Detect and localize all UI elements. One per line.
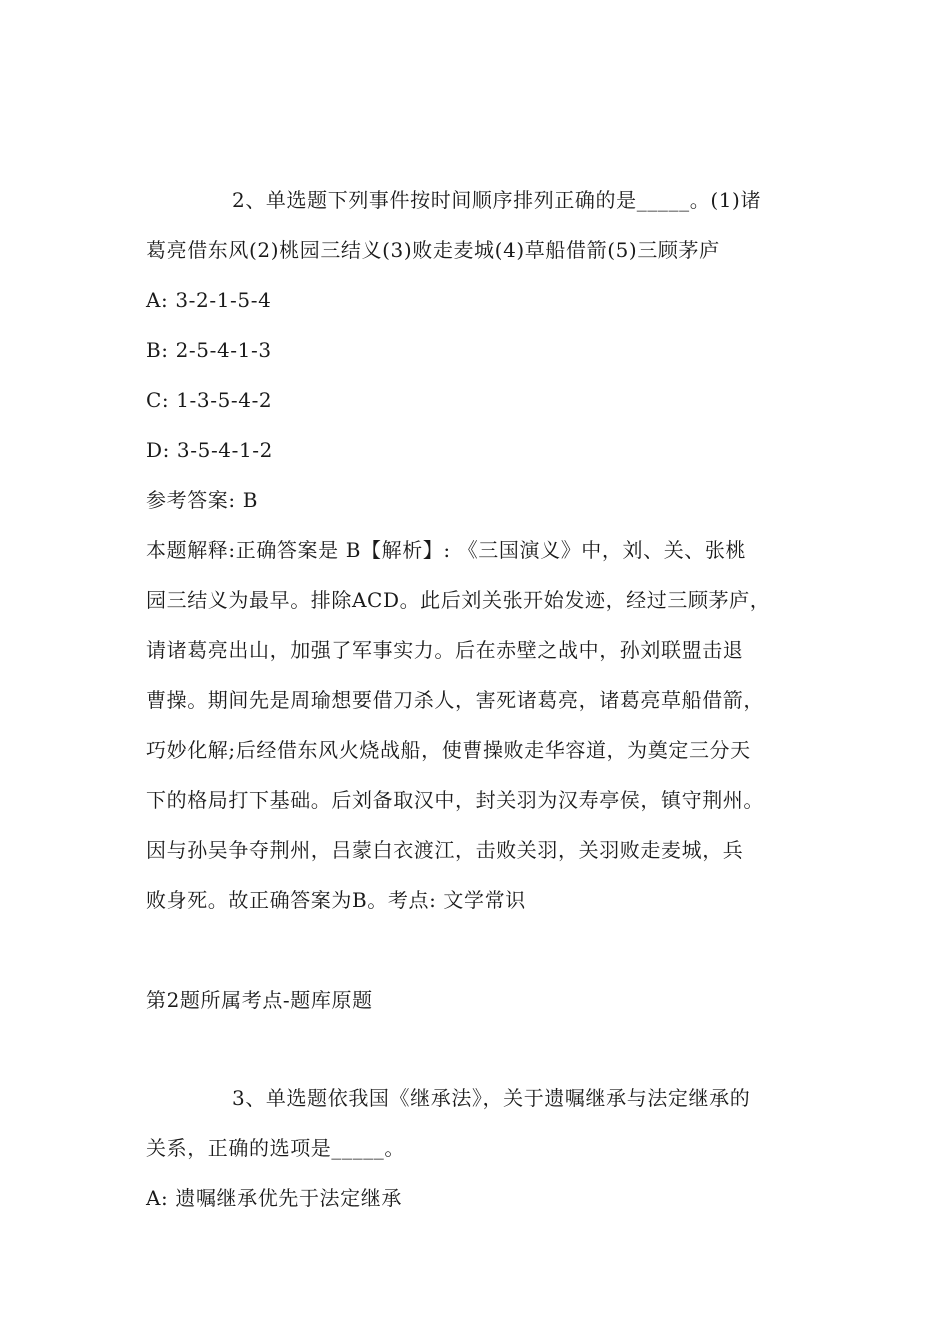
q2-explanation-line: 本题解释:正确答案是 B【解析】: 《三国演义》中，刘、关、张桃: [146, 538, 747, 562]
q2-option-d: D: 3-5-4-1-2: [146, 438, 273, 462]
q3-stem-line-1: 3、单选题依我国《继承法》，关于遗嘱继承与法定继承的: [232, 1086, 751, 1110]
q3-stem-line-2: 关系，正确的选项是_____。: [146, 1136, 405, 1160]
q2-explanation-line: 请诸葛亮出山，加强了军事实力。后在赤壁之战中，孙刘联盟击退: [146, 638, 744, 662]
q2-source-note: 第2题所属考点-题库原题: [146, 988, 373, 1012]
q2-explanation-line: 败身死。故正确答案为B。考点: 文学常识: [146, 888, 526, 912]
q2-explanation-line: 园三结义为最早。排除ACD。此后刘关张开始发迹，经过三顾茅庐，: [146, 588, 771, 612]
q2-option-c: C: 1-3-5-4-2: [146, 388, 273, 412]
q2-answer: 参考答案: B: [146, 488, 258, 512]
q2-explanation-line: 巧妙化解;后经借东风火烧战船，使曹操败走华容道，为奠定三分天: [146, 738, 751, 762]
q2-stem-line-2: 葛亮借东风(2)桃园三结义(3)败走麦城(4)草船借箭(5)三顾茅庐: [146, 238, 720, 262]
q2-option-a: A: 3-2-1-5-4: [146, 288, 272, 312]
q2-explanation-line: 曹操。期间先是周瑜想要借刀杀人，害死诸葛亮，诸葛亮草船借箭，: [146, 688, 764, 712]
q2-explanation-line: 下的格局打下基础。后刘备取汉中，封关羽为汉寿亭侯，镇守荆州。: [146, 788, 764, 812]
q3-option-a: A: 遗嘱继承优先于法定继承: [146, 1186, 402, 1210]
q2-stem-line-1: 2、单选题下列事件按时间顺序排列正确的是_____。(1)诸: [232, 188, 762, 212]
q2-option-b: B: 2-5-4-1-3: [146, 338, 272, 362]
q2-explanation-line: 因与孙吴争夺荆州，吕蒙白衣渡江，击败关羽，关羽败走麦城，兵: [146, 838, 744, 862]
